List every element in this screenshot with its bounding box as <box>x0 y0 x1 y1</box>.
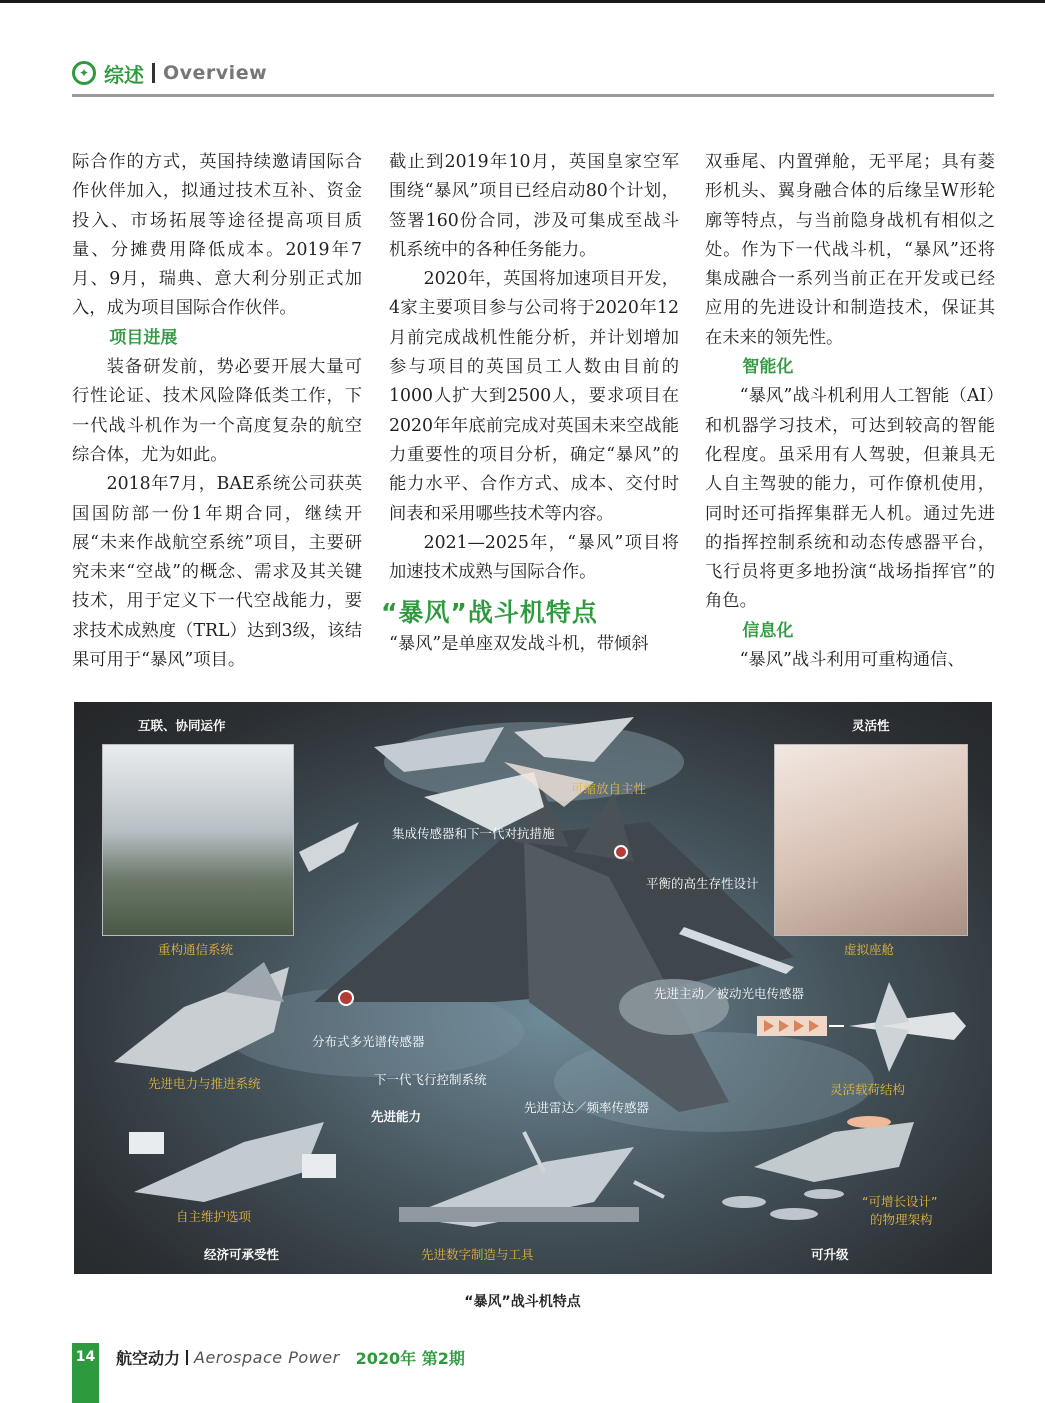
paragraph: 2021—2025年，“暴风”项目将加速技术成熟与国际合作。 <box>389 532 679 583</box>
page-number: 14 <box>75 1349 96 1365</box>
scout-jet <box>299 822 359 872</box>
paragraph: “暴风”战斗机利用人工智能（AI）和机器学习技术，可达到较高的智能化程度。虽采用有人驾驶，但兼具无人自主驾驶的能力，可作僚机使用，同时还可指挥集群无人机。通过先进的指挥控制系统和动态传感器平台，飞行员将更多地扮演“战场指挥官”的角色。 <box>705 386 995 612</box>
journal-logo-icon: ✦ <box>72 61 96 85</box>
label-power-propulsion: 先进电力与推进系统 <box>148 1076 261 1091</box>
interconnect-panel <box>102 744 294 936</box>
label-balanced-survivability: 平衡的高生存性设计 <box>646 876 759 891</box>
label-radar: 先进雷达／频率传感器 <box>524 1100 650 1115</box>
text-column-1 <box>72 148 362 675</box>
label-advanced-capability: 先进能力 <box>371 1109 422 1124</box>
magazine-name-cn: 航空动力 <box>116 1349 181 1368</box>
paragraph: 双垂尾、内置弹舱，无平尾；具有菱形机头、翼身融合体的后缘呈W形轮廓等特点，与当前隐身战机有相似之处。作为下一代战斗机，“暴风”还将集成融合一系列当前正在开发或已经应用的先进设计和制造技术，保证其在未来的领先性。 <box>705 152 995 348</box>
label-scalable-autonomy: 可缩放自主性 <box>571 781 647 796</box>
header-rule <box>72 94 994 97</box>
magazine-name-en: Aerospace Power <box>194 1348 340 1367</box>
paragraph: 际合作的方式，英国持续邀请国际合作伙伴加入，拟通过技术互补、资金投入、市场拓展等途径提高项目质量、分摊费用降低成本。2019年7月、9月，瑞典、意大利分别正式加入，成为项目国际合作伙伴。 <box>72 152 362 319</box>
paragraph: 截止到2019年10月，英国皇家空军围绕“暴风”项目已经启动80个计划，签署160份合同，涉及可集成至战斗机系统中的各种任务能力。 <box>389 152 679 260</box>
footer-separator <box>186 1350 188 1365</box>
paragraph: 装备研发前，势必要开展大量可行性论证、技术风险降低类工作，下一代战斗机作为一个高度复杂的航空综合体，尤为如此。 <box>72 357 362 465</box>
paragraph: “暴风”是单座双发战斗机，带倾斜 <box>389 634 649 655</box>
label-growth-design-2: 的物理架构 <box>870 1212 933 1227</box>
subheading-informatization: 信息化 <box>742 620 794 641</box>
header-separator <box>152 63 155 83</box>
label-flight-control: 下一代飞行控制系统 <box>374 1072 487 1087</box>
issue-label: 2020年 第2期 <box>355 1349 465 1368</box>
subheading-intelligence: 智能化 <box>742 357 794 378</box>
label-eo-sensors: 先进主动／被动光电传感器 <box>654 986 805 1001</box>
page-footer <box>116 1346 465 1369</box>
label-growth-design-1: “可增长设计” <box>862 1194 938 1209</box>
virtual-cockpit-panel <box>774 744 968 936</box>
label-agility: 灵活性 <box>852 718 890 733</box>
label-reconfig-comms: 重构通信系统 <box>158 942 234 957</box>
label-flex-payload: 灵活载荷结构 <box>830 1082 906 1097</box>
tempest-feature-figure <box>74 702 992 1274</box>
label-digital-mfg: 先进数字制造与工具 <box>421 1247 534 1262</box>
label-upgradable: 可升级 <box>811 1247 849 1262</box>
section-title-en: Overview <box>163 62 268 84</box>
digital-manufacturing-scene <box>399 1132 664 1227</box>
subheading-project-progress: 项目进展 <box>109 327 178 348</box>
paragraph: “暴风”战斗利用可重构通信、 <box>739 650 965 671</box>
figure-caption: “暴风”战斗机特点 <box>464 1294 581 1310</box>
text-column-3 <box>705 148 995 675</box>
paragraph: 2020年，英国将加速项目开发，4家主要项目参与公司将于2020年12月前完成战机性能分析，并计划增加参与项目的英国员工人数由目前的1000人扩大到2500人，要求项目在2020年年底前完成对英国未来空战能力重要性的项目分析，确定“暴风”的能力水平、合作方式、成本、交付时间表和采用哪些技术等内容。 <box>389 269 679 524</box>
label-interconnect: 互联、协同运作 <box>138 718 226 733</box>
label-affordability: 经济可承受性 <box>204 1247 280 1262</box>
paragraph: 2018年7月，BAE系统公司获英国国防部一份1年期合同，继续开展“未来作战航空系统”项目，主要研究未来“空战”的概念、需求及其关键技术，用于定义下一代空战能力，要求技术成熟度（TRL）达到3级，该结果可用于“暴风”项目。 <box>72 474 362 671</box>
label-virtual-cockpit: 虚拟座舱 <box>844 942 895 957</box>
label-integrated-sensors: 集成传感器和下一代对抗措施 <box>392 826 555 841</box>
label-multispectral: 分布式多光谱传感器 <box>312 1034 425 1049</box>
page-header <box>72 58 267 88</box>
text-column-2 <box>381 148 679 660</box>
top-rule <box>0 0 1045 3</box>
maintenance-jet <box>129 1122 336 1202</box>
label-maintenance: 自主维护选项 <box>176 1209 252 1224</box>
section-title-cn: 综述 <box>104 62 144 87</box>
section-heading-tempest-features: “暴风”战斗机特点 <box>381 598 598 628</box>
